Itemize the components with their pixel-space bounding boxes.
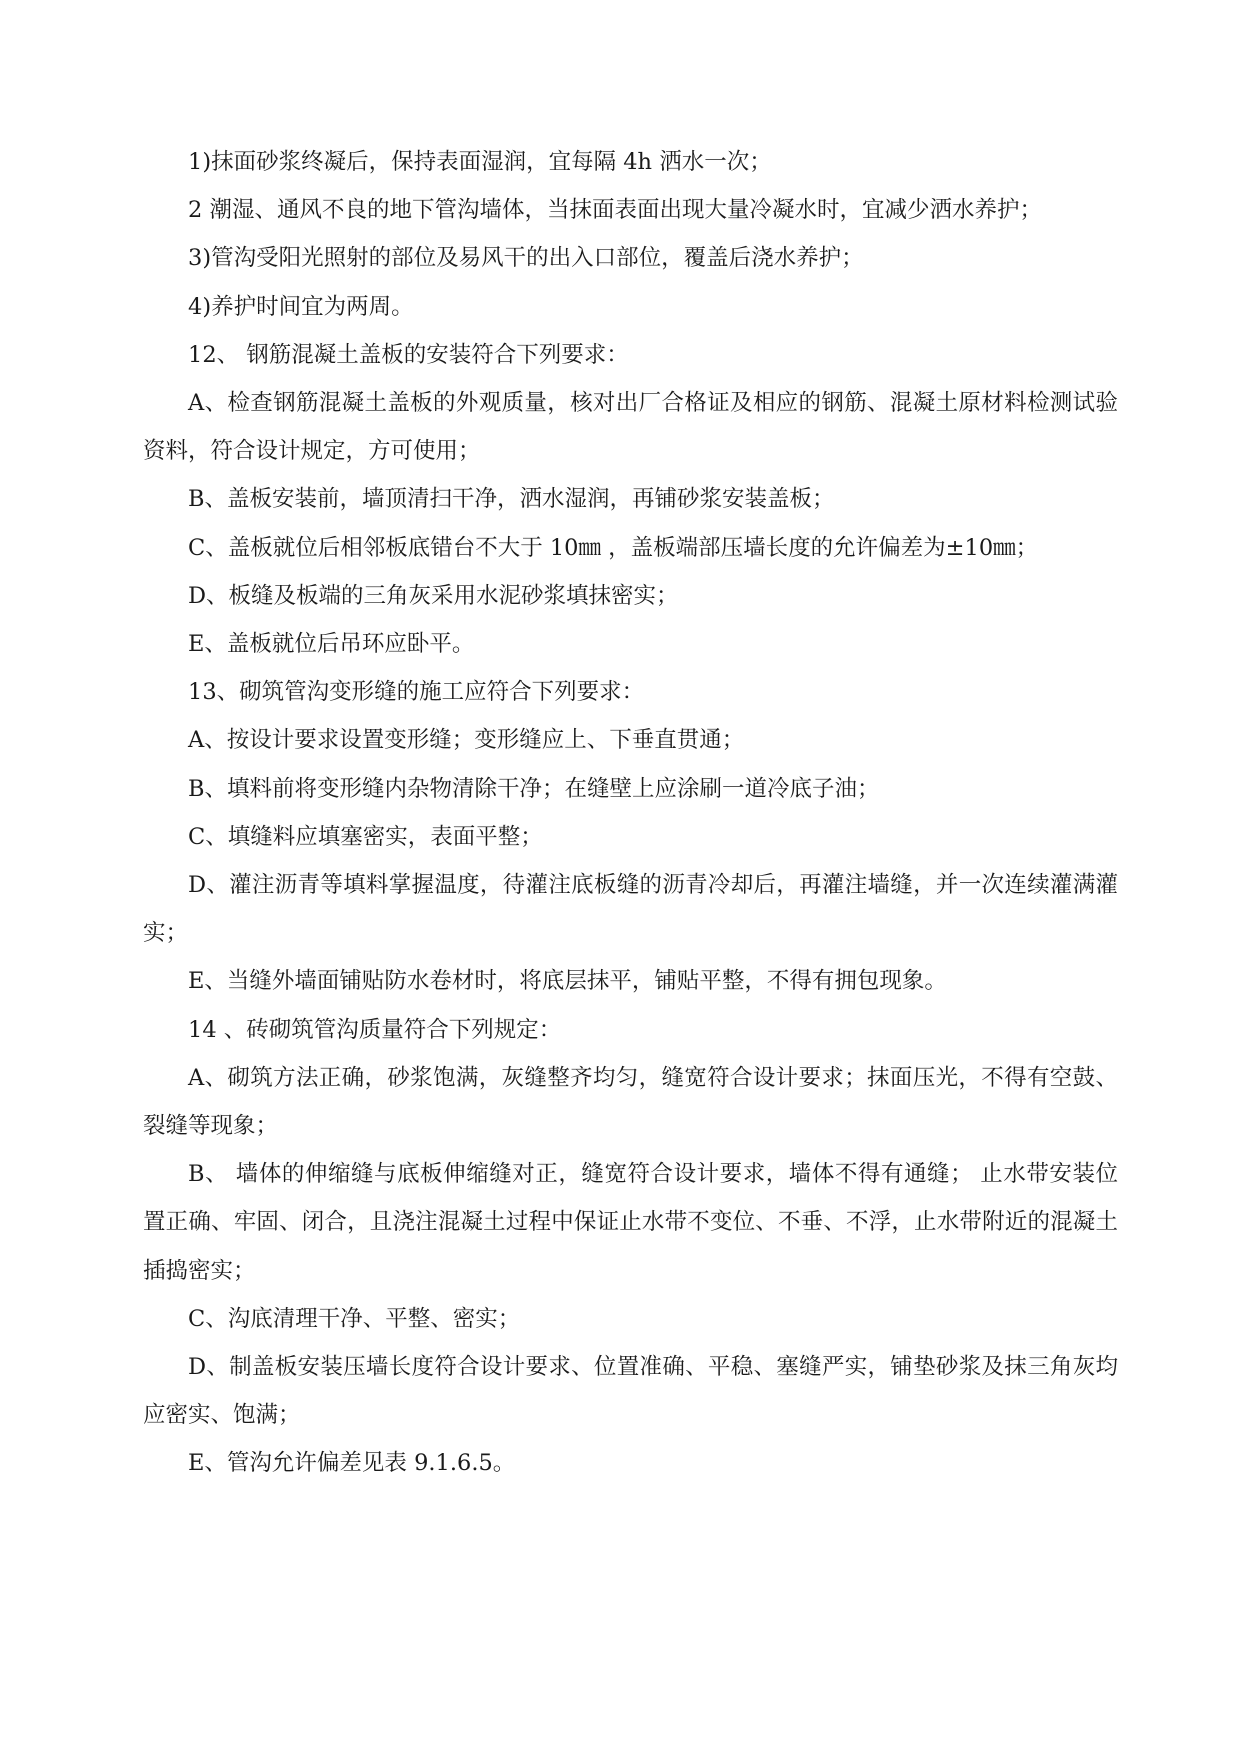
paragraph-12-e: E、盖板就位后吊环应卧平。 [188, 631, 475, 658]
paragraph-14-b: B、 墙体的伸缩缝与底板伸缩缝对正，缝宽符合设计要求，墙体不得有通缝； 止水带安装位置正确、牢固、闭合，且浇注混凝土过程中保证止水带不变位、不垂、不浮，止水带附近的混凝土插捣密实； [143, 1161, 1118, 1284]
paragraph-14-a: A、砌筑方法正确，砂浆饱满，灰缝整齐均匀，缝宽符合设计要求；抹面压光，不得有空鼓、裂缝等现象； [143, 1064, 1118, 1140]
paragraph-12-c: C、盖板就位后相邻板底错台不大于 10㎜ ，盖板端部压墙长度的允许偏差为±10㎜； [188, 534, 1039, 561]
paragraph-14-d: D、制盖板安装压墙长度符合设计要求、位置准确、平稳、塞缝严实，铺垫砂浆及抹三角灰均应密实、饱满； [143, 1354, 1118, 1429]
paragraph-curing-4: 4)养护时间宜为两周。 [188, 293, 414, 320]
paragraph-13-e: E、当缝外墙面铺贴防水卷材时，将底层抹平，铺贴平整，不得有拥包现象。 [188, 968, 947, 995]
paragraph-13-a: A、按设计要求设置变形缝；变形缝应上、下垂直贯通； [188, 727, 745, 754]
paragraph-curing-2: 2 潮湿、通风不良的地下管沟墙体，当抹面表面出现大量冷凝水时，宜减少洒水养护； [188, 197, 1042, 224]
paragraph-curing-3: 3)管沟受阳光照射的部位及易风干的出入口部位，覆盖后浇水养护； [188, 245, 864, 272]
paragraph-13-c: C、填缝料应填塞密实，表面平整； [188, 823, 543, 850]
paragraph-13-b: B、填料前将变形缝内杂物清除干净；在缝壁上应涂刷一道冷底子油； [188, 775, 880, 802]
section-heading-12: 12、 钢筋混凝土盖板的安装符合下列要求： [188, 341, 629, 368]
paragraph-curing-1: 1)抹面砂浆终凝后，保持表面湿润，宜每隔 4h 洒水一次； [188, 149, 772, 175]
section-heading-14: 14 、砖砌筑管沟质量符合下列规定： [188, 1016, 562, 1043]
paragraph-12-d: D、板缝及板端的三角灰采用水泥砂浆填抹密实； [188, 582, 679, 609]
paragraph-14-e: E、管沟允许偏差见表 9.1.6.5。 [188, 1450, 516, 1477]
section-heading-13: 13、砌筑管沟变形缝的施工应符合下列要求： [188, 679, 645, 706]
paragraph-12-b: B、盖板安装前，墙顶清扫干净，洒水湿润，再铺砂浆安装盖板； [188, 486, 835, 513]
body-text [143, 138, 1118, 1488]
paragraph-13-d: D、灌注沥青等填料掌握温度，待灌注底板缝的沥青冷却后，再灌注墙缝，并一次连续灌满灌实； [143, 872, 1118, 947]
paragraph-14-c: C、沟底清理干净、平整、密实； [188, 1305, 521, 1332]
paragraph-12-a: A、检查钢筋混凝土盖板的外观质量，核对出厂合格证及相应的钢筋、混凝土原材料检测试验资料，符合设计规定，方可使用； [143, 390, 1118, 465]
